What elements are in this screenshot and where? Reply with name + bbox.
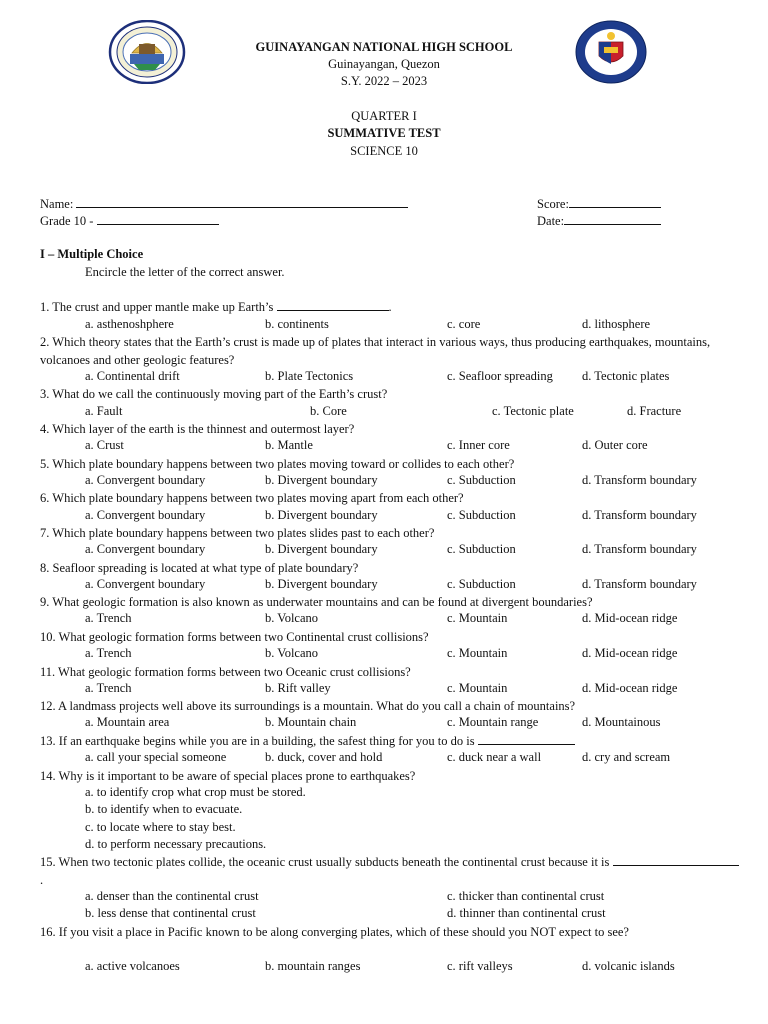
option[interactable]: a. active volcanoes [85, 959, 180, 973]
option[interactable]: d. thinner than continental crust [447, 906, 606, 920]
option[interactable]: d. Mid-ocean ridge [582, 681, 678, 695]
section-title: I – Multiple Choice [40, 247, 144, 261]
option[interactable]: c. Subduction [447, 577, 516, 591]
option[interactable]: c. duck near a wall [447, 750, 542, 764]
answer-blank[interactable] [613, 854, 739, 866]
option[interactable]: c. Inner core [447, 438, 510, 452]
date-field[interactable] [537, 213, 661, 229]
option[interactable]: d. Transform boundary [582, 473, 697, 487]
question-9: 9. What geologic formation is also known as underwater mountains and can be found at divergent boundaries? [40, 595, 593, 609]
option[interactable]: c. Mountain [447, 611, 508, 625]
question-7: 7. Which plate boundary happens between two plates slides past to each other? [40, 526, 435, 540]
option[interactable]: b. mountain ranges [265, 959, 361, 973]
option[interactable]: d. Transform boundary [582, 577, 697, 591]
option[interactable]: a. Trench [85, 681, 132, 695]
option[interactable]: a. Continental drift [85, 369, 180, 383]
option[interactable]: b. Mountain chain [265, 715, 357, 729]
score-field[interactable] [537, 196, 661, 212]
option[interactable]: b. Mantle [265, 438, 313, 452]
option[interactable]: c. Tectonic plate [492, 404, 574, 418]
option[interactable]: a. asthenoshphere [85, 317, 174, 331]
score-label: Score: [537, 197, 569, 211]
question-5: 5. Which plate boundary happens between two plates moving toward or collides to each other? [40, 457, 515, 471]
option[interactable]: c. Subduction [447, 473, 516, 487]
question-6: 6. Which plate boundary happens between two plates moving apart from each other? [40, 491, 464, 505]
option[interactable]: c. Subduction [447, 542, 516, 556]
answer-blank[interactable] [277, 299, 389, 311]
section-instruction: Encircle the letter of the correct answer. [85, 265, 285, 279]
question-11: 11. What geologic formation forms between two Oceanic crust collisions? [40, 665, 411, 679]
school-year: S.Y. 2022 – 2023 [340, 74, 428, 88]
option[interactable]: a. Convergent boundary [85, 542, 206, 556]
option[interactable]: c. rift valleys [447, 959, 513, 973]
test-title: SUMMATIVE TEST [327, 126, 441, 140]
quarter-label: QUARTER I [351, 109, 417, 123]
option[interactable]: d. volcanic islands [582, 959, 675, 973]
option[interactable]: a. Fault [85, 404, 123, 418]
option[interactable]: b. duck, cover and hold [265, 750, 383, 764]
score-line[interactable] [569, 196, 661, 208]
school-address: Guinayangan, Quezon [328, 57, 440, 71]
option[interactable]: c. core [447, 317, 481, 331]
option[interactable]: d. Transform boundary [582, 542, 697, 556]
grade-line[interactable] [97, 213, 219, 225]
name-field[interactable] [40, 196, 408, 212]
option[interactable]: b. to identify when to evacuate. [85, 802, 243, 816]
subject-label: SCIENCE 10 [350, 144, 418, 158]
option[interactable]: a. Convergent boundary [85, 577, 206, 591]
option[interactable]: c. to locate where to stay best. [85, 820, 236, 834]
option[interactable]: c. Mountain range [447, 715, 539, 729]
question-12: 12. A landmass projects well above its surroundings is a mountain. What do you call a chain of mountains? [40, 699, 576, 713]
question-2: 2. Which theory states that the Earth’s crust is made up of plates that interact in various ways, thus producing earthquakes, mountains, volcanoes and other geologic features? [40, 335, 711, 367]
option[interactable]: a. Crust [85, 438, 124, 452]
option[interactable]: d. Mountainous [582, 715, 661, 729]
name-line[interactable] [76, 196, 408, 208]
date-line[interactable] [564, 213, 661, 225]
question-15: 15. When two tectonic plates collide, the oceanic crust usually subducts beneath the continental crust because it is . [40, 854, 740, 889]
option[interactable]: a. Convergent boundary [85, 508, 206, 522]
option[interactable]: b. Volcano [265, 646, 319, 660]
question-16: 16. If you visit a place in Pacific known to be along converging plates, which of these should you NOT expect to see? [40, 925, 629, 939]
grade-field[interactable] [40, 213, 219, 229]
option[interactable]: a. Convergent boundary [85, 473, 206, 487]
question-3: 3. What do we call the continuously moving part of the Earth’s crust? [40, 387, 388, 401]
option[interactable]: c. thicker than continental crust [447, 889, 605, 903]
option[interactable]: d. Transform boundary [582, 508, 697, 522]
option[interactable]: b. Divergent boundary [265, 542, 378, 556]
question-4: 4. Which layer of the earth is the thinnest and outermost layer? [40, 422, 355, 436]
option[interactable]: b. Divergent boundary [265, 508, 378, 522]
date-label: Date: [537, 214, 565, 228]
answer-blank[interactable] [478, 733, 575, 745]
question-10: 10. What geologic formation forms between two Continental crust collisions? [40, 630, 429, 644]
option[interactable]: c. Subduction [447, 508, 516, 522]
option[interactable]: d. lithosphere [582, 317, 651, 331]
option[interactable]: c. Seafloor spreading [447, 369, 553, 383]
grade-label: Grade 10 - [40, 214, 94, 228]
option[interactable]: a. Trench [85, 611, 132, 625]
option[interactable]: d. Fracture [627, 404, 682, 418]
option[interactable]: b. Core [310, 404, 347, 418]
option[interactable]: a. denser than the continental crust [85, 889, 259, 903]
option[interactable]: a. Mountain area [85, 715, 170, 729]
option[interactable]: b. Divergent boundary [265, 577, 378, 591]
option[interactable]: a. to identify crop what crop must be stored. [85, 785, 306, 799]
option[interactable]: d. Mid-ocean ridge [582, 646, 678, 660]
option[interactable]: c. Mountain [447, 681, 508, 695]
question-13: 13. If an earthquake begins while you are in a building, the safest thing for you to do is [40, 733, 740, 751]
question-1: 1. The crust and upper mantle make up Earth’s . [40, 300, 392, 314]
option[interactable]: d. Outer core [582, 438, 648, 452]
question-14: 14. Why is it important to be aware of special places prone to earthquakes? [40, 769, 416, 783]
option[interactable]: b. Volcano [265, 611, 319, 625]
option[interactable]: a. call your special someone [85, 750, 227, 764]
option[interactable]: a. Trench [85, 646, 132, 660]
option[interactable]: b. Plate Tectonics [265, 369, 354, 383]
name-label: Name: [40, 197, 74, 211]
school-name: GUINAYANGAN NATIONAL HIGH SCHOOL [255, 40, 513, 54]
option[interactable]: d. Tectonic plates [582, 369, 670, 383]
option[interactable]: c. Mountain [447, 646, 508, 660]
option[interactable]: b. Divergent boundary [265, 473, 378, 487]
option[interactable]: d. Mid-ocean ridge [582, 611, 678, 625]
option[interactable]: d. cry and scream [582, 750, 671, 764]
option[interactable]: b. less dense that continental crust [85, 906, 256, 920]
option[interactable]: d. to perform necessary precautions. [85, 837, 267, 851]
option[interactable]: b. continents [265, 317, 329, 331]
question-8: 8. Seafloor spreading is located at what type of plate boundary? [40, 561, 359, 575]
option[interactable]: b. Rift valley [265, 681, 331, 695]
